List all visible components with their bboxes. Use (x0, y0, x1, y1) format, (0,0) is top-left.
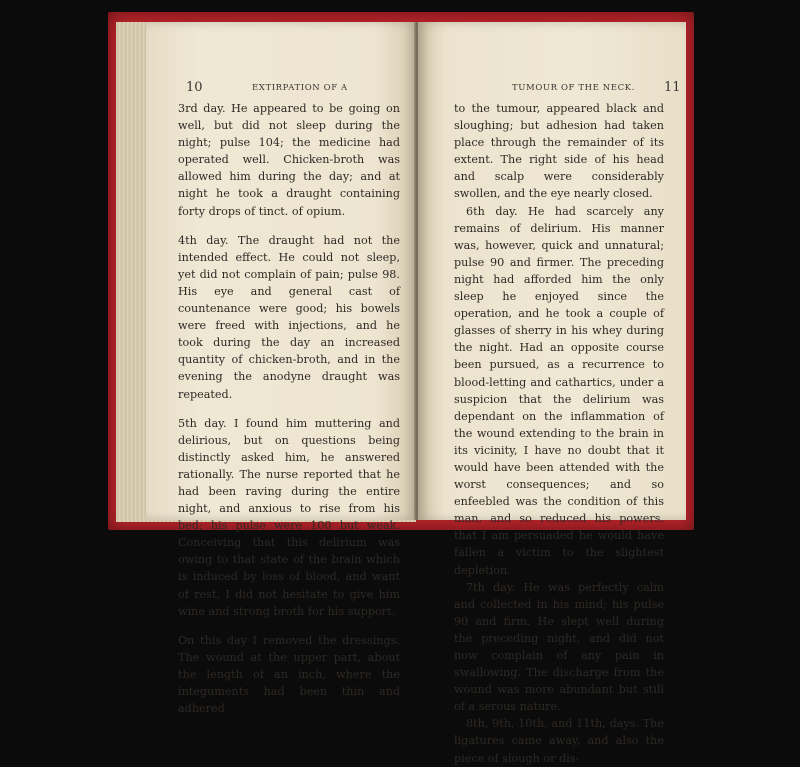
right-running-head: TUMOUR OF THE NECK. (512, 83, 635, 93)
paragraph: 6th day. He had scarcely any remains of delirium. His manner was, however, quick and unnatural; pulse 90 and firmer. The preceding night had afforded him the only sleep he enjoyed since the operation, and he took a couple of glasses of sherry in his whey during the night. Had an opposite course been pursued, as a recurrence to blood-letting and cathartics, under a suspicion that the delirium was dependant on the inflammation of the wound extending to the brain in its vicinity, I have no doubt that it would have been attended with the worst consequences; and so enfeebled was the condition of this man, and so reduced his powers, that I am persuaded he would have fallen a victim to the slightest depletion. (454, 204, 664, 577)
paragraph: 3rd day. He appeared to be going on well, but did not sleep during the night; pulse 104; the medicine had operated well. Chicken-broth was allowed him during the day; and at night he took a draught containing forty drops of tinct. of opium. (178, 102, 400, 218)
right-page (418, 22, 686, 765)
paragraph: 4th day. The draught had not the intended effect. He could not sleep, yet did not complain of pain; pulse 98. His eye and general cast of countenance were good; his bowels were freed with injections, and he took during the day an increased quantity of chicken-broth, and in the evening the anodyne draught was repeated. (178, 233, 400, 401)
left-page-body (178, 100, 400, 729)
open-book (108, 12, 694, 765)
left-running-head: EXTIRPATION OF A (252, 83, 348, 93)
left-page-number: 10 (186, 80, 203, 95)
paragraph: 5th day. I found him muttering and delirious, but on questions being distinctly asked him, he answered rationally. The nurse reported that he had been raving during the entire night, and anxious to rise from his bed; his pulse were 100 but weak. Conceiving that this delirium was owing to that state of the brain which is induced by loss of blood, and want of rest, I did not hesitate to give him wine and strong broth for his support. (178, 416, 400, 618)
paragraph: On this day I removed the dressings. The wound at the upper part, about the length of an inch, where the integuments had been thin and adhered (178, 633, 400, 716)
paragraph: 7th day. He was perfectly calm and collected in his mind; his pulse 90 and firm. He slept well during the preceding night, and did not now complain of any pain in swallowing. The discharge from the wound was more abundant but still of a serous nature. (454, 580, 664, 714)
paragraph: 8th, 9th, 10th, and 11th, days. The ligatures came away, and also the piece of slough or dis- (454, 717, 664, 765)
right-page-number: 11 (664, 80, 681, 95)
left-page (146, 22, 416, 716)
paragraph: to the tumour, appeared black and sloughing; but adhesion had taken place through the remainder of its extent. The right side of his head and scalp were considerably swollen, and the eye nearly closed. (454, 102, 664, 201)
right-page-body (454, 100, 664, 767)
left-page-header (186, 80, 406, 95)
